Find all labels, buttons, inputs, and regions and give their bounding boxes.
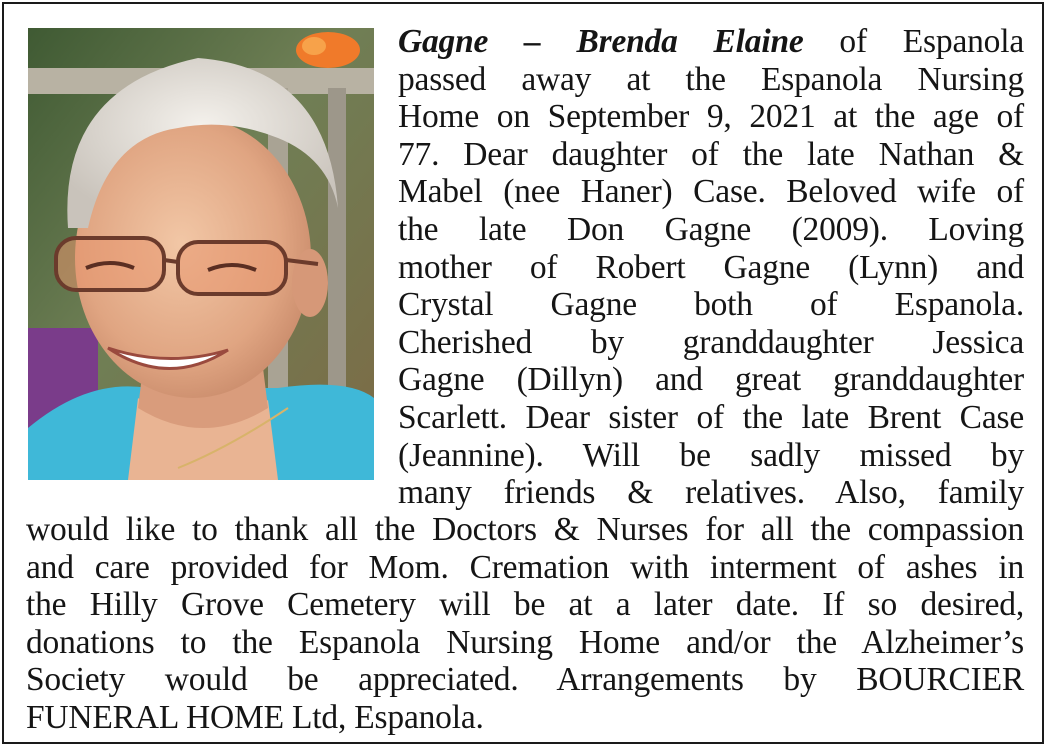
obituary-text-beside-photo	[398, 23, 1024, 512]
text-line: Mabel (nee Haner) Case. Beloved wife of	[398, 173, 1024, 211]
obituary-notice	[2, 2, 1044, 744]
text-line: Society would be appreciated. Arrangements by BOURCIER	[26, 661, 1024, 699]
text-line: FUNERAL HOME Ltd, Espanola.	[26, 698, 484, 736]
text-line: mother of Robert Gagne (Lynn) and	[398, 248, 1024, 286]
text-line: the Hilly Grove Cemetery will be at a later date. If so desired,	[26, 586, 1024, 624]
text-line: of Espanola	[803, 23, 1024, 60]
text-line: Cherished by granddaughter Jessica	[398, 323, 1024, 361]
text-line: and care provided for Mom. Cremation with interment of ashes in	[26, 548, 1024, 586]
text-line: many friends & relatives. Also, family	[398, 474, 1024, 512]
text-line: the late Don Gagne (2009). Loving	[398, 210, 1024, 248]
obituary-text-full-width	[26, 511, 1024, 737]
text-line: would like to thank all the Doctors & Nurses for all the compassion	[26, 511, 1024, 548]
text-line: (Jeannine). Will be sadly missed by	[398, 436, 1024, 474]
deceased-name: Gagne – Brenda Elaine	[398, 23, 804, 60]
portrait-photo	[28, 28, 374, 480]
text-line: Home on September 9, 2021 at the age of	[398, 98, 1024, 136]
text-line: Scarlett. Dear sister of the late Brent Case	[398, 398, 1024, 436]
text-line: Crystal Gagne both of Espanola.	[398, 286, 1024, 324]
text-line: donations to the Espanola Nursing Home and/or the Alzheimer’s	[26, 623, 1024, 661]
text-line: 77. Dear daughter of the late Nathan &	[398, 135, 1024, 173]
text-line: Gagne (Dillyn) and great granddaughter	[398, 361, 1024, 399]
first-line	[398, 23, 1024, 61]
text-line: passed away at the Espanola Nursing	[398, 60, 1024, 98]
